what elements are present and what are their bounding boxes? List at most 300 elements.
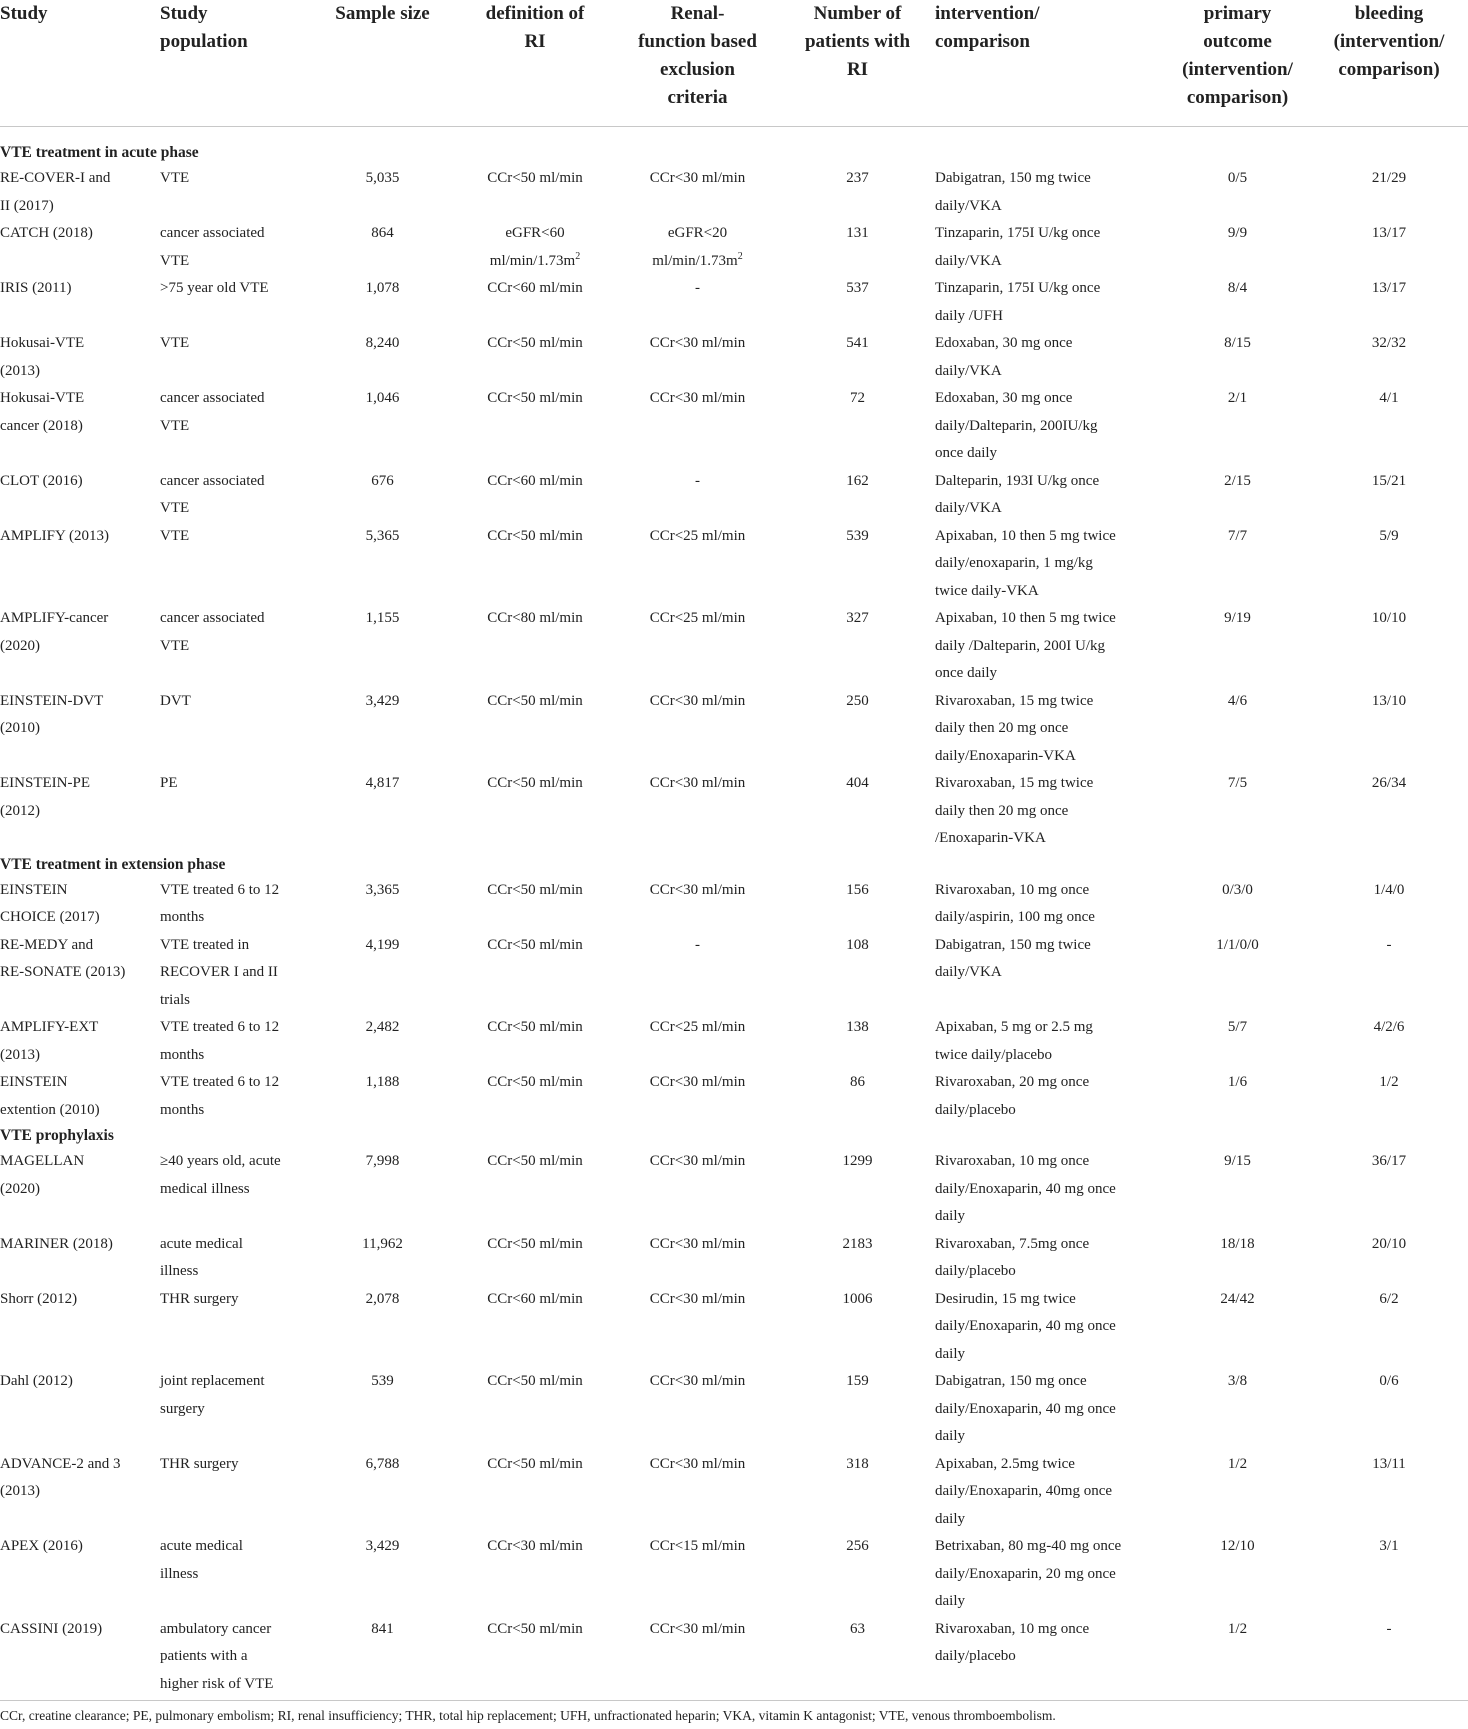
table-row bbox=[0, 1148, 1468, 1231]
cell-line: CCr<50 ml/min bbox=[487, 881, 583, 898]
cell-definition bbox=[455, 605, 615, 688]
cell-line: EINSTEIN bbox=[0, 1074, 68, 1090]
table-row bbox=[0, 468, 1468, 523]
cell-primary-outcome: 7/7 bbox=[1227, 527, 1248, 544]
cell-line: ADVANCE-2 and 3 bbox=[0, 1455, 121, 1472]
cell-intervention bbox=[935, 932, 1165, 1015]
cell-line: Apixaban, 2.5mg twice bbox=[935, 1455, 1075, 1472]
cell-patients-with-ri: 250 bbox=[846, 692, 869, 709]
cell-line: EINSTEIN-PE bbox=[0, 775, 90, 791]
cell-line: daily bbox=[935, 1428, 965, 1444]
cell-patients-with-ri: 237 bbox=[846, 170, 869, 186]
table-row bbox=[0, 1014, 1468, 1069]
cell-line: Rivaroxaban, 10 mg once bbox=[935, 1620, 1090, 1637]
cell-exclusion bbox=[615, 275, 780, 330]
cell-line: (2013) bbox=[0, 1046, 40, 1063]
cell-exclusion bbox=[615, 1069, 780, 1124]
cell-bleeding: 4/1 bbox=[1379, 390, 1399, 406]
cell-intervention bbox=[935, 770, 1165, 853]
cell-primary-outcome: 8/15 bbox=[1224, 335, 1251, 351]
cell-intervention bbox=[935, 1616, 1165, 1699]
cell-bleeding: - bbox=[1386, 1620, 1392, 1637]
cell-line: Tinzaparin, 175I U/kg once bbox=[935, 225, 1101, 241]
cell-population bbox=[160, 468, 310, 523]
cell-line: Shorr (2012) bbox=[0, 1290, 78, 1307]
cell-line: CCr<60 ml/min bbox=[487, 280, 583, 296]
cell-line: daily /UFH bbox=[935, 307, 1003, 324]
cell-intervention bbox=[935, 1231, 1165, 1286]
cell-bleeding: 13/17 bbox=[1371, 225, 1407, 241]
cell-line: daily /Dalteparin, 200I U/kg bbox=[935, 637, 1105, 654]
cell-line: CCr<50 ml/min bbox=[487, 1235, 583, 1252]
table-row bbox=[0, 330, 1468, 385]
cell-exclusion bbox=[615, 165, 780, 220]
header-line: exclusion bbox=[660, 59, 735, 80]
cell-primary-outcome: 18/18 bbox=[1220, 1235, 1255, 1252]
cell-sample-size: 1,188 bbox=[365, 1074, 400, 1090]
cell-line: months bbox=[160, 1046, 205, 1063]
cell-line: daily/placebo bbox=[935, 1263, 1016, 1279]
cell-population bbox=[160, 688, 310, 771]
section-title: VTE treatment in acute phase bbox=[0, 144, 199, 161]
cell-exclusion bbox=[615, 877, 780, 932]
cell-line: once daily bbox=[935, 665, 998, 681]
cell-line: (2020) bbox=[0, 1180, 40, 1197]
cell-line: VTE bbox=[160, 527, 190, 544]
cell-definition bbox=[455, 1014, 615, 1069]
cell-line: AMPLIFY (2013) bbox=[0, 527, 110, 544]
table-row bbox=[0, 1368, 1468, 1451]
cell-study bbox=[0, 1069, 160, 1124]
cell-exclusion bbox=[615, 1451, 780, 1534]
cell-definition bbox=[455, 385, 615, 468]
header-definition-of-ri bbox=[455, 0, 615, 127]
table-row bbox=[0, 877, 1468, 932]
cell-line: CCr<60 ml/min bbox=[487, 1290, 583, 1307]
cell-line: CCr<50 ml/min bbox=[487, 1455, 583, 1472]
cell-line: daily then 20 mg once bbox=[935, 802, 1069, 819]
cell-sample-size: 3,429 bbox=[365, 692, 400, 709]
table-header-row bbox=[0, 0, 1468, 127]
cell-study bbox=[0, 275, 160, 330]
cell-line: daily/aspirin, 100 mg once bbox=[935, 909, 1095, 925]
cell-line: Apixaban, 10 then 5 mg twice bbox=[935, 527, 1116, 544]
cell-intervention bbox=[935, 877, 1165, 932]
cell-intervention bbox=[935, 220, 1165, 275]
cell-line: illness bbox=[160, 1263, 199, 1279]
header-line: Study bbox=[160, 3, 208, 24]
cell-bleeding: 26/34 bbox=[1371, 775, 1407, 791]
cell-line: Dahl (2012) bbox=[0, 1373, 73, 1389]
cell-definition bbox=[455, 468, 615, 523]
cell-line: acute medical bbox=[160, 1235, 243, 1252]
cell-patients-with-ri: 404 bbox=[846, 775, 869, 791]
cell-line: eGFR<20 bbox=[667, 225, 728, 241]
cell-line: twice daily-VKA bbox=[935, 582, 1039, 599]
cell-population bbox=[160, 1014, 310, 1069]
cell-exclusion bbox=[615, 688, 780, 771]
cell-patients-with-ri: 138 bbox=[846, 1019, 869, 1035]
cell-bleeding: 13/11 bbox=[1372, 1455, 1406, 1472]
cell-exclusion bbox=[615, 770, 780, 853]
cell-primary-outcome: 1/2 bbox=[1227, 1620, 1248, 1637]
cell-line: PE bbox=[160, 775, 178, 791]
header-line: comparison) bbox=[1186, 87, 1289, 108]
header-line: intervention/ bbox=[935, 3, 1040, 24]
cell-line: CCr<50 ml/min bbox=[487, 1373, 583, 1389]
cell-patients-with-ri: 86 bbox=[850, 1074, 865, 1090]
cell-line: daily bbox=[935, 1510, 965, 1527]
cell-bleeding: 32/32 bbox=[1371, 335, 1407, 351]
cell-bleeding: 36/17 bbox=[1371, 1153, 1407, 1169]
cell-sample-size: 1,078 bbox=[365, 280, 400, 296]
cell-intervention bbox=[935, 1014, 1165, 1069]
cell-line: (2020) bbox=[0, 637, 40, 654]
cell-definition bbox=[455, 932, 615, 1015]
cell-intervention bbox=[935, 330, 1165, 385]
cell-line: Rivaroxaban, 15 mg twice bbox=[935, 692, 1094, 709]
cell-exclusion bbox=[615, 1533, 780, 1616]
cell-line: CCr<30 ml/min bbox=[649, 775, 746, 791]
cell-line: CATCH (2018) bbox=[0, 225, 93, 241]
cell-line: daily/Enoxaparin, 20 mg once bbox=[935, 1565, 1116, 1582]
cell-bleeding: 0/6 bbox=[1379, 1373, 1399, 1389]
cell-line: VTE bbox=[160, 335, 190, 351]
cell-line: illness bbox=[160, 1565, 199, 1582]
cell-sample-size: 11,962 bbox=[362, 1235, 403, 1252]
cell-patients-with-ri: 108 bbox=[846, 936, 869, 953]
cell-line: CCr<30 ml/min bbox=[649, 1153, 746, 1169]
cell-line: cancer associated bbox=[160, 610, 265, 626]
cell-line: VTE bbox=[160, 252, 190, 269]
cell-line: cancer associated bbox=[160, 472, 265, 489]
cell-bleeding: 1/2 bbox=[1379, 1074, 1399, 1090]
cell-sample-size: 8,240 bbox=[365, 335, 400, 351]
cell-patients-with-ri: 131 bbox=[846, 225, 869, 241]
header-line: comparison) bbox=[1338, 59, 1440, 80]
cell-exclusion bbox=[615, 1286, 780, 1369]
header-bleeding bbox=[1310, 0, 1468, 127]
cell-line: daily then 20 mg once bbox=[935, 720, 1069, 736]
cell-primary-outcome: 1/2 bbox=[1227, 1455, 1248, 1472]
cell-line: VTE bbox=[160, 417, 190, 434]
cell-exclusion bbox=[615, 468, 780, 523]
cell-population bbox=[160, 1148, 310, 1231]
cell-line: CCr<25 ml/min bbox=[649, 1019, 746, 1035]
cell-line: CCr<50 ml/min bbox=[487, 170, 583, 186]
header-line: definition of bbox=[485, 3, 585, 24]
cell-intervention bbox=[935, 1069, 1165, 1124]
table-row bbox=[0, 1069, 1468, 1124]
cell-definition bbox=[455, 688, 615, 771]
cell-sample-size: 4,817 bbox=[365, 775, 400, 791]
cell-line: CCr<30 ml/min bbox=[649, 390, 746, 406]
cell-line: cancer associated bbox=[160, 390, 265, 406]
cell-definition bbox=[455, 1451, 615, 1534]
cell-line: VTE treated in bbox=[160, 936, 250, 953]
cell-definition bbox=[455, 1616, 615, 1699]
cell-line: CHOICE (2017) bbox=[0, 909, 100, 925]
cell-bleeding: 4/2/6 bbox=[1373, 1019, 1405, 1035]
cell-primary-outcome: 1/6 bbox=[1227, 1074, 1248, 1090]
cell-line: (2013) bbox=[0, 362, 40, 379]
cell-intervention bbox=[935, 605, 1165, 688]
cell-population bbox=[160, 1069, 310, 1124]
cell-primary-outcome: 0/3/0 bbox=[1222, 881, 1253, 898]
header-line: Sample size bbox=[335, 3, 430, 24]
cell-line: months bbox=[160, 1101, 205, 1118]
cell-line: IRIS (2011) bbox=[0, 280, 72, 296]
header-line: outcome bbox=[1203, 31, 1272, 52]
cell-line: surgery bbox=[160, 1400, 205, 1417]
cell-exclusion bbox=[615, 220, 780, 275]
cell-population bbox=[160, 1616, 310, 1699]
cell-line: CCr<30 ml/min bbox=[649, 1290, 746, 1307]
cell-line: CCr<30 ml/min bbox=[649, 1235, 746, 1252]
cell-bleeding: 5/9 bbox=[1379, 527, 1399, 544]
cell-sample-size: 841 bbox=[371, 1620, 394, 1637]
cell-line: CCr<50 ml/min bbox=[487, 775, 583, 791]
cell-exclusion bbox=[615, 523, 780, 606]
cell-primary-outcome: 3/8 bbox=[1227, 1373, 1248, 1389]
cell-sample-size: 4,199 bbox=[365, 936, 400, 953]
header-line: Study bbox=[0, 3, 48, 24]
cell-line: cancer associated bbox=[160, 225, 265, 241]
cell-population bbox=[160, 275, 310, 330]
cell-line: /Enoxaparin-VKA bbox=[935, 830, 1046, 846]
cell-primary-outcome: 4/6 bbox=[1227, 692, 1248, 709]
cell-line: Hokusai-VTE bbox=[0, 390, 85, 406]
cell-line: VTE treated 6 to 12 bbox=[160, 1019, 280, 1035]
cell-primary-outcome: 9/19 bbox=[1224, 610, 1251, 626]
table-row bbox=[0, 1451, 1468, 1534]
cell-patients-with-ri: 2183 bbox=[842, 1235, 873, 1252]
cell-line: daily/VKA bbox=[935, 362, 1002, 379]
cell-line: CCr<25 ml/min bbox=[649, 610, 746, 626]
cell-sample-size: 539 bbox=[371, 1373, 394, 1389]
cell-bleeding: 6/2 bbox=[1379, 1290, 1399, 1307]
cell-definition bbox=[455, 877, 615, 932]
cell-line: APEX (2016) bbox=[0, 1538, 83, 1554]
cell-bleeding: 3/1 bbox=[1379, 1538, 1399, 1554]
cell-line: daily/VKA bbox=[935, 252, 1002, 269]
cell-study bbox=[0, 932, 160, 1015]
cell-study bbox=[0, 1014, 160, 1069]
cell-sample-size: 2,482 bbox=[365, 1019, 400, 1035]
cell-patients-with-ri: 1299 bbox=[842, 1153, 873, 1169]
cell-definition bbox=[455, 1286, 615, 1369]
cell-patients-with-ri: 159 bbox=[846, 1373, 869, 1389]
header-line: primary bbox=[1203, 3, 1272, 24]
cell-line: - bbox=[695, 472, 700, 489]
cell-line: CCr<50 ml/min bbox=[487, 1153, 583, 1169]
cell-exclusion bbox=[615, 932, 780, 1015]
cell-intervention bbox=[935, 165, 1165, 220]
cell-population bbox=[160, 1231, 310, 1286]
cell-definition bbox=[455, 1231, 615, 1286]
cell-line: CASSINI (2019) bbox=[0, 1620, 103, 1637]
header-line: function based bbox=[638, 31, 757, 52]
cell-patients-with-ri: 537 bbox=[846, 280, 869, 296]
cell-primary-outcome: 12/10 bbox=[1220, 1538, 1255, 1554]
table-row bbox=[0, 1533, 1468, 1616]
header-line: bleeding bbox=[1354, 3, 1424, 24]
cell-line: DVT bbox=[160, 692, 191, 709]
cell-line: CCr<50 ml/min bbox=[487, 936, 583, 953]
cell-population bbox=[160, 932, 310, 1015]
cell-bleeding: 21/29 bbox=[1371, 170, 1407, 186]
cell-line: CCr<30 ml/min bbox=[649, 1373, 746, 1389]
cell-line: daily/placebo bbox=[935, 1101, 1016, 1118]
header-line: RI bbox=[524, 31, 546, 52]
cell-line: VTE bbox=[160, 500, 190, 516]
cell-line: medical illness bbox=[160, 1180, 250, 1197]
cell-patients-with-ri: 156 bbox=[846, 881, 869, 898]
cell-exclusion bbox=[615, 330, 780, 385]
cell-patients-with-ri: 1006 bbox=[842, 1290, 873, 1307]
cell-population bbox=[160, 877, 310, 932]
cell-exclusion bbox=[615, 605, 780, 688]
cell-line: Dabigatran, 150 mg twice bbox=[935, 170, 1091, 186]
cell-primary-outcome: 9/15 bbox=[1224, 1153, 1251, 1169]
section-title: VTE prophylaxis bbox=[0, 1127, 114, 1144]
cell-line: CCr<50 ml/min bbox=[487, 527, 583, 544]
cell-population bbox=[160, 330, 310, 385]
cell-line: CCr<50 ml/min bbox=[487, 1620, 583, 1637]
cell-line: CCr<30 ml/min bbox=[649, 1620, 746, 1637]
cell-population bbox=[160, 1533, 310, 1616]
cell-line: MARINER (2018) bbox=[0, 1235, 113, 1252]
cell-line: (2012) bbox=[0, 802, 40, 819]
cell-study bbox=[0, 1286, 160, 1369]
cell-line: daily bbox=[935, 1208, 965, 1224]
cell-line: ambulatory cancer bbox=[160, 1620, 272, 1637]
cell-bleeding: 13/17 bbox=[1371, 280, 1407, 296]
cell-study bbox=[0, 1231, 160, 1286]
cell-line: Dalteparin, 193I U/kg once bbox=[935, 472, 1100, 489]
cell-study bbox=[0, 1533, 160, 1616]
cell-line: cancer (2018) bbox=[0, 417, 83, 434]
cell-definition bbox=[455, 523, 615, 606]
cell-patients-with-ri: 539 bbox=[846, 527, 869, 544]
cell-line: daily/Enoxaparin, 40 mg once bbox=[935, 1318, 1116, 1334]
cell-line: daily/VKA bbox=[935, 197, 1002, 214]
cell-exclusion bbox=[615, 1231, 780, 1286]
header-line: population bbox=[160, 31, 248, 52]
section-row bbox=[0, 1124, 1468, 1148]
header-primary-outcome bbox=[1165, 0, 1310, 127]
cell-patients-with-ri: 72 bbox=[850, 390, 865, 406]
cell-intervention bbox=[935, 1451, 1165, 1534]
cell-line: CCr<30 ml/min bbox=[649, 692, 746, 709]
cell-line: daily/Enoxaparin-VKA bbox=[935, 747, 1076, 764]
cell-intervention bbox=[935, 1286, 1165, 1369]
cell-line: VTE treated 6 to 12 bbox=[160, 881, 280, 898]
cell-line: CCr<15 ml/min bbox=[649, 1538, 746, 1554]
cell-line: VTE treated 6 to 12 bbox=[160, 1074, 280, 1090]
cell-line: VTE bbox=[160, 637, 190, 654]
table-row bbox=[0, 275, 1468, 330]
cell-population bbox=[160, 1451, 310, 1534]
cell-line: eGFR<60 bbox=[505, 225, 565, 241]
cell-line: II (2017) bbox=[0, 197, 54, 214]
cell-line: $ml/\min/1.73m^2$ bbox=[489, 250, 581, 269]
header-line: (intervention/ bbox=[1333, 31, 1445, 52]
cell-line: Apixaban, 5 mg or 2.5 mg bbox=[935, 1019, 1093, 1035]
header-line: patients with bbox=[804, 31, 911, 52]
cell-line: daily/VKA bbox=[935, 964, 1002, 980]
table-row bbox=[0, 1286, 1468, 1369]
cell-definition bbox=[455, 165, 615, 220]
header-line: RI bbox=[846, 59, 869, 80]
cell-sample-size: 6,788 bbox=[365, 1455, 400, 1472]
table-row bbox=[0, 605, 1468, 688]
cell-line: RE-MEDY and bbox=[0, 936, 94, 953]
cell-exclusion bbox=[615, 1368, 780, 1451]
cell-line: CCr<30 ml/min bbox=[649, 881, 746, 898]
header-line: Renal- bbox=[670, 3, 725, 24]
cell-sample-size: 5,365 bbox=[365, 527, 400, 544]
cell-patients-with-ri: 327 bbox=[846, 610, 869, 626]
header-intervention-comparison bbox=[935, 0, 1165, 127]
cell-study bbox=[0, 1368, 160, 1451]
cell-line: $ml/\min/1.73m^2$ bbox=[652, 250, 743, 269]
cell-sample-size: 7,998 bbox=[365, 1153, 400, 1169]
cell-primary-outcome: 8/4 bbox=[1227, 280, 1248, 296]
cell-line: Apixaban, 10 then 5 mg twice bbox=[935, 610, 1116, 626]
cell-line: Rivaroxaban, 10 mg once bbox=[935, 1153, 1090, 1169]
cell-intervention bbox=[935, 1148, 1165, 1231]
cell-line: Dabigatran, 150 mg once bbox=[935, 1373, 1087, 1389]
cell-sample-size: 3,365 bbox=[365, 881, 400, 898]
cell-line: THR surgery bbox=[160, 1290, 239, 1307]
cell-line: daily/Dalteparin, 200IU/kg bbox=[935, 417, 1098, 434]
header-line: (intervention/ bbox=[1182, 59, 1293, 80]
cell-line: CCr<50 ml/min bbox=[487, 335, 583, 351]
cell-intervention bbox=[935, 385, 1165, 468]
cell-study bbox=[0, 605, 160, 688]
table-row bbox=[0, 165, 1468, 220]
cell-study bbox=[0, 770, 160, 853]
cell-line: daily/Enoxaparin, 40 mg once bbox=[935, 1180, 1116, 1197]
cell-bleeding: 1/4/0 bbox=[1373, 881, 1405, 898]
cell-line: Dabigatran, 150 mg twice bbox=[935, 936, 1091, 953]
cell-line: EINSTEIN-DVT bbox=[0, 692, 104, 709]
cell-intervention bbox=[935, 523, 1165, 606]
cell-primary-outcome: 1/1/0/0 bbox=[1216, 936, 1259, 953]
cell-line: daily/Enoxaparin, 40 mg once bbox=[935, 1400, 1116, 1417]
cell-line: Hokusai-VTE bbox=[0, 335, 85, 351]
cell-line: MAGELLAN bbox=[0, 1153, 85, 1169]
header-patients-with-ri bbox=[780, 0, 935, 127]
cell-line: twice daily/placebo bbox=[935, 1046, 1053, 1063]
cell-line: THR surgery bbox=[160, 1455, 239, 1472]
cell-exclusion bbox=[615, 1616, 780, 1699]
cell-intervention bbox=[935, 1368, 1165, 1451]
cell-study bbox=[0, 688, 160, 771]
cell-line: RECOVER I and II bbox=[160, 964, 278, 980]
cell-study bbox=[0, 165, 160, 220]
cell-line: extention (2010) bbox=[0, 1101, 100, 1118]
cell-line: (2010) bbox=[0, 720, 40, 736]
cell-line: CCr<80 ml/min bbox=[487, 610, 583, 626]
cell-line: EINSTEIN bbox=[0, 881, 68, 898]
cell-study bbox=[0, 877, 160, 932]
table-row bbox=[0, 1231, 1468, 1286]
cell-line: daily bbox=[935, 1593, 965, 1609]
cell-line: Edoxaban, 30 mg once bbox=[935, 390, 1073, 406]
cell-patients-with-ri: 541 bbox=[846, 335, 869, 351]
